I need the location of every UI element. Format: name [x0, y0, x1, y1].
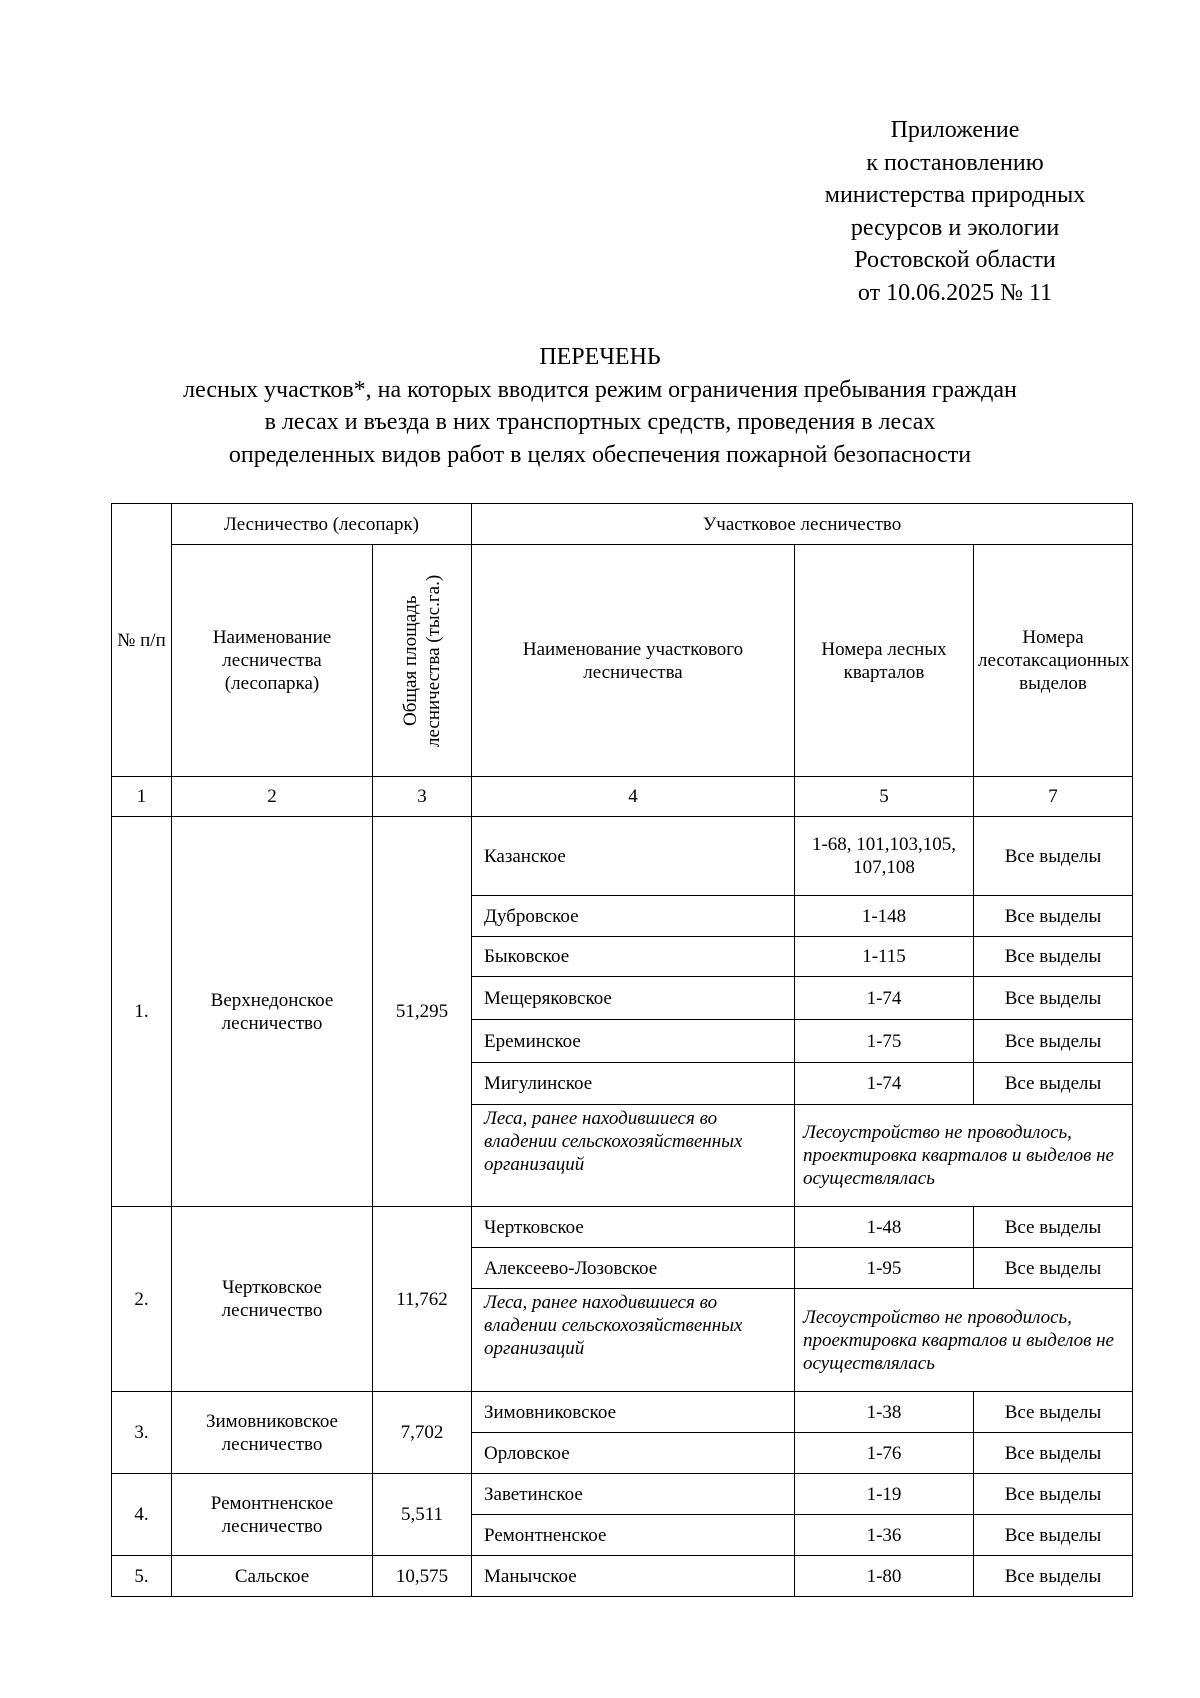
- forestry-name: Чертковское лесничество: [172, 1207, 373, 1392]
- quarters: 1-36: [795, 1515, 974, 1556]
- sections: Все выделы: [974, 1474, 1133, 1515]
- table-row: [112, 1556, 1133, 1597]
- sections: Все выделы: [974, 896, 1133, 937]
- district-name: Ремонтненское: [472, 1515, 795, 1556]
- district-name-special: Леса, ранее находившиеся во владении сельскохозяйственных организаций: [472, 1289, 795, 1392]
- forestry-name: Ремонтненское лесничество: [172, 1474, 373, 1556]
- header-forestry-group: Лесничество (лесопарк): [172, 504, 472, 545]
- title-line: в лесах и въезда в них транспортных средств, проведения в лесах: [264, 409, 936, 435]
- quarters: 1-68, 101,103,105, 107,108: [795, 817, 974, 896]
- sections: Все выделы: [974, 1020, 1133, 1063]
- not-conducted-note: Лесоустройство не проводилось, проектировка кварталов и выделов не осуществлялась: [795, 1105, 1133, 1207]
- forestry-area: 10,575: [373, 1556, 472, 1597]
- header-forestry-area-cell: [373, 545, 472, 777]
- table-row: [112, 1474, 1133, 1515]
- quarters: 1-80: [795, 1556, 974, 1597]
- sections: Все выделы: [974, 1063, 1133, 1105]
- row-num: 3.: [112, 1392, 172, 1474]
- quarters: 1-75: [795, 1020, 974, 1063]
- row-num: 4.: [112, 1474, 172, 1556]
- forestry-area: 51,295: [373, 817, 472, 1207]
- forestry-area: 11,762: [373, 1207, 472, 1392]
- column-number: 3: [373, 777, 472, 817]
- row-num: 2.: [112, 1207, 172, 1392]
- appendix-line: от 10.06.2025 № 11: [857, 279, 1053, 306]
- sections: Все выделы: [974, 1515, 1133, 1556]
- appendix-line: Приложение: [890, 117, 1020, 143]
- quarters: 1-48: [795, 1207, 974, 1248]
- district-name: Казанское: [472, 817, 795, 896]
- quarters: 1-148: [795, 896, 974, 937]
- table-row: [112, 1392, 1133, 1433]
- column-number-row: [112, 777, 1133, 817]
- sections: Все выделы: [974, 937, 1133, 977]
- table-row: [112, 1207, 1133, 1248]
- quarters: 1-95: [795, 1248, 974, 1289]
- column-number: 7: [974, 777, 1133, 817]
- quarters: 1-115: [795, 937, 974, 977]
- forest-plots-table: [111, 503, 1133, 1597]
- not-conducted-note: Лесоустройство не проводилось, проектировка кварталов и выделов не осуществлялась: [795, 1289, 1133, 1392]
- row-num: 1.: [112, 817, 172, 1207]
- quarters: 1-38: [795, 1392, 974, 1433]
- title-heading: ПЕРЕЧЕНЬ: [539, 344, 661, 370]
- district-name: Заветинское: [472, 1474, 795, 1515]
- forestry-name: Сальское: [172, 1556, 373, 1597]
- appendix-line: к постановлению: [866, 149, 1044, 176]
- district-name: Дубровское: [472, 896, 795, 937]
- header-row-columns: [112, 545, 1133, 777]
- document-title: [0, 341, 1200, 471]
- header-district-name: Наименование участкового лесничества: [472, 545, 795, 777]
- column-number: 1: [112, 777, 172, 817]
- header-row-group: [112, 504, 1133, 545]
- district-name: Чертковское: [472, 1207, 795, 1248]
- sections: Все выделы: [974, 1207, 1133, 1248]
- quarters: 1-76: [795, 1433, 974, 1474]
- district-name-special: Леса, ранее находившиеся во владении сельскохозяйственных организаций: [472, 1105, 795, 1207]
- column-number: 2: [172, 777, 373, 817]
- header-num: № п/п: [112, 504, 172, 777]
- header-forestry-area: Общая площадь лесничества (тыс.га.): [400, 574, 444, 747]
- sections: Все выделы: [974, 1556, 1133, 1597]
- appendix-line: министерства природных: [824, 182, 1086, 208]
- row-num: 5.: [112, 1556, 172, 1597]
- forestry-area: 7,702: [373, 1392, 472, 1474]
- sections: Все выделы: [974, 817, 1133, 896]
- table-row: [112, 817, 1133, 896]
- forestry-area: 5,511: [373, 1474, 472, 1556]
- forestry-name: Зимовниковское лесничество: [172, 1392, 373, 1474]
- title-line: определенных видов работ в целях обеспечения пожарной безопасности: [228, 441, 972, 468]
- district-name: Мигулинское: [472, 1063, 795, 1105]
- header-forestry-name: Наименование лесничества (лесопарка): [172, 545, 373, 777]
- appendix-line: Ростовской области: [854, 247, 1056, 273]
- quarters: 1-19: [795, 1474, 974, 1515]
- forestry-name: Верхнедонское лесничество: [172, 817, 373, 1207]
- column-number: 5: [795, 777, 974, 817]
- district-name: Алексеево-Лозовское: [472, 1248, 795, 1289]
- sections: Все выделы: [974, 1248, 1133, 1289]
- header-sections: Номера лесотаксационных выделов: [974, 545, 1133, 777]
- header-quarters: Номера лесных кварталов: [795, 545, 974, 777]
- sections: Все выделы: [974, 1433, 1133, 1474]
- title-line: лесных участков*, на которых вводится режим ограничения пребывания граждан: [183, 376, 1017, 403]
- quarters: 1-74: [795, 977, 974, 1020]
- district-name: Манычское: [472, 1556, 795, 1597]
- sections: Все выделы: [974, 977, 1133, 1020]
- district-name: Быковское: [472, 937, 795, 977]
- district-name: Ереминское: [472, 1020, 795, 1063]
- appendix-line: ресурсов и экологии: [850, 214, 1060, 241]
- district-name: Мещеряковское: [472, 977, 795, 1020]
- quarters: 1-74: [795, 1063, 974, 1105]
- sections: Все выделы: [974, 1392, 1133, 1433]
- district-name: Зимовниковское: [472, 1392, 795, 1433]
- header-district-group: Участковое лесничество: [472, 504, 1133, 545]
- column-number: 4: [472, 777, 795, 817]
- appendix-block: [790, 114, 1120, 309]
- district-name: Орловское: [472, 1433, 795, 1474]
